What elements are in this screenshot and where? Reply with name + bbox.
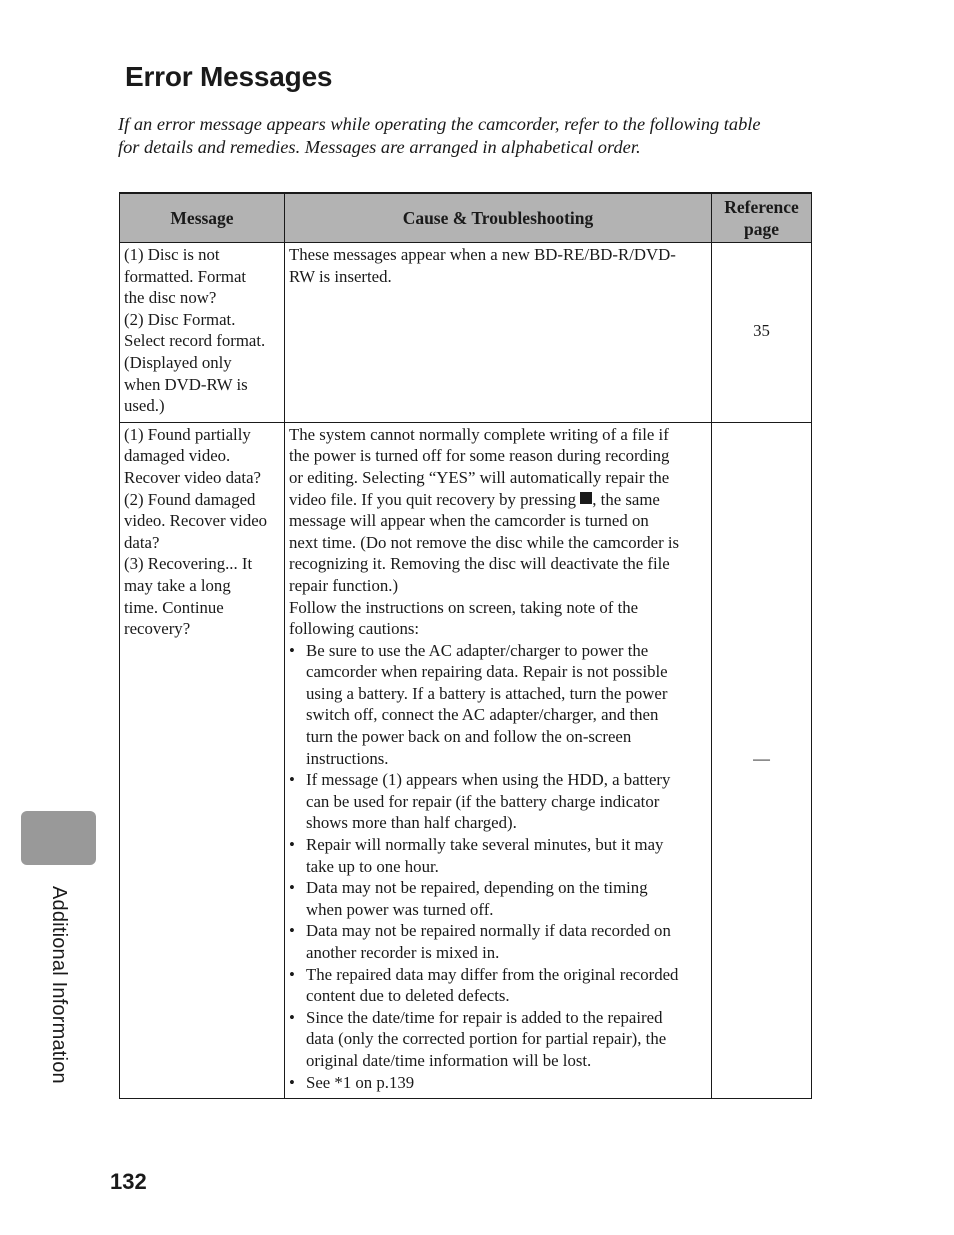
reference-page-cell: — [712, 422, 812, 1098]
stop-button-icon [580, 492, 592, 504]
table-row [120, 422, 812, 1098]
caution-item [289, 964, 707, 1007]
cause-line: message will appear when the camcorder is turned on [289, 511, 649, 531]
message-line: recovery? [124, 619, 191, 639]
caution-line: The repaired data may differ from the original recorded [306, 964, 679, 984]
section-tab-label: Additional Information [48, 886, 70, 1084]
header-reference-page: Reference page [712, 193, 812, 243]
bullet-icon: • [289, 878, 295, 898]
cause-line: or editing. Selecting “YES” will automatically repair the [289, 467, 670, 487]
header-cause: Cause & Troubleshooting [285, 193, 712, 243]
caution-line: when power was turned off. [306, 899, 494, 919]
message-line: Select record format. [124, 331, 266, 351]
bullet-icon: • [289, 964, 295, 984]
caution-item [289, 640, 707, 770]
caution-item [289, 877, 707, 920]
caution-line: Data may not be repaired normally if data recorded on [306, 921, 671, 941]
message-line: (Displayed only [124, 352, 232, 372]
caution-line: take up to one hour. [306, 856, 439, 876]
message-line: data? [124, 532, 160, 552]
message-line: may take a long [124, 575, 231, 595]
reference-page-cell: 35 [712, 243, 812, 423]
caution-line: See *1 on p.139 [306, 1072, 415, 1092]
message-line: (1) Disc is not [124, 245, 220, 264]
page-number: 132 [110, 1169, 147, 1194]
caution-line: turn the power back on and follow the on-screen [306, 727, 632, 747]
cause-text-after-icon: , the same [592, 489, 660, 509]
cause-line: Follow the instructions on screen, taking note of the [289, 597, 639, 617]
caution-line: Since the date/time for repair is added to the repaired [306, 1007, 663, 1027]
message-line: used.) [124, 396, 165, 416]
caution-line: original date/time information will be lost. [306, 1050, 592, 1070]
message-cell [120, 422, 285, 1098]
cause-line: next time. (Do not remove the disc while the camcorder is [289, 532, 680, 552]
message-line: (1) Found partially [124, 424, 251, 444]
bullet-icon: • [289, 835, 295, 855]
message-line: (2) Disc Format. [124, 309, 236, 329]
cause-line: following cautions: [289, 619, 420, 639]
table-row [120, 243, 812, 423]
caution-line: data (only the corrected portion for partial repair), the [306, 1029, 667, 1049]
caution-line: If message (1) appears when using the HDD, a battery [306, 770, 671, 790]
header-message: Message [120, 193, 285, 243]
intro-line: for details and remedies. Messages are arranged in alphabetical order. [118, 137, 641, 157]
message-line: Recover video data? [124, 467, 261, 487]
page-title: Error Messages [125, 61, 333, 92]
cause-line: RW is inserted. [289, 266, 392, 286]
message-line: when DVD-RW is [124, 374, 248, 394]
caution-line: Data may not be repaired, depending on the timing [306, 878, 648, 898]
table-header-row [120, 193, 812, 243]
section-tab [21, 811, 96, 865]
caution-line: another recorder is mixed in. [306, 943, 500, 962]
message-line: video. Recover video [124, 511, 268, 531]
caution-line: Repair will normally take several minutes, but it may [306, 835, 664, 855]
caution-line: switch off, connect the AC adapter/charger, and then [306, 705, 659, 725]
cause-line: The system cannot normally complete writing of a file if [289, 424, 669, 444]
intro-line: If an error message appears while operating the camcorder, refer to the following table [118, 114, 761, 134]
message-line: (3) Recovering... It [124, 554, 253, 574]
cause-text-before-icon: video file. If you quit recovery by pressing [289, 489, 581, 509]
cause-cell [285, 243, 712, 423]
caution-item [289, 920, 707, 963]
caution-item [289, 1007, 707, 1072]
message-line: the disc now? [124, 288, 217, 308]
bullet-icon: • [289, 1072, 295, 1092]
message-cell [120, 243, 285, 423]
caution-line: Be sure to use the AC adapter/charger to power the [306, 640, 649, 660]
cause-line-with-stop-icon [289, 489, 707, 511]
bullet-icon: • [289, 770, 295, 790]
caution-line: instructions. [306, 748, 389, 768]
caution-item [289, 834, 707, 877]
cautions-list [289, 640, 707, 1093]
cause-line: These messages appear when a new BD-RE/BD-R/DVD- [289, 245, 676, 264]
caution-line: content due to deleted defects. [306, 986, 510, 1006]
cause-line: repair function.) [289, 575, 399, 595]
cause-line: recognizing it. Removing the disc will deactivate the file [289, 554, 670, 574]
caution-item [289, 769, 707, 834]
message-line: time. Continue [124, 597, 224, 617]
bullet-icon: • [289, 1007, 295, 1027]
intro-paragraph [118, 113, 818, 159]
cause-cell [285, 422, 712, 1098]
caution-line: can be used for repair (if the battery charge indicator [306, 791, 660, 811]
message-line: (2) Found damaged [124, 489, 256, 509]
caution-line: camcorder when repairing data. Repair is not possible [306, 662, 668, 682]
message-line: formatted. Format [124, 266, 247, 286]
caution-item [289, 1072, 707, 1094]
bullet-icon: • [289, 640, 295, 660]
caution-line: shows more than half charged). [306, 813, 517, 833]
cause-line: the power is turned off for some reason during recording [289, 446, 670, 466]
caution-line: using a battery. If a battery is attached, turn the power [306, 683, 668, 703]
bullet-icon: • [289, 921, 295, 941]
message-line: damaged video. [124, 446, 231, 466]
error-messages-table [119, 192, 812, 1099]
